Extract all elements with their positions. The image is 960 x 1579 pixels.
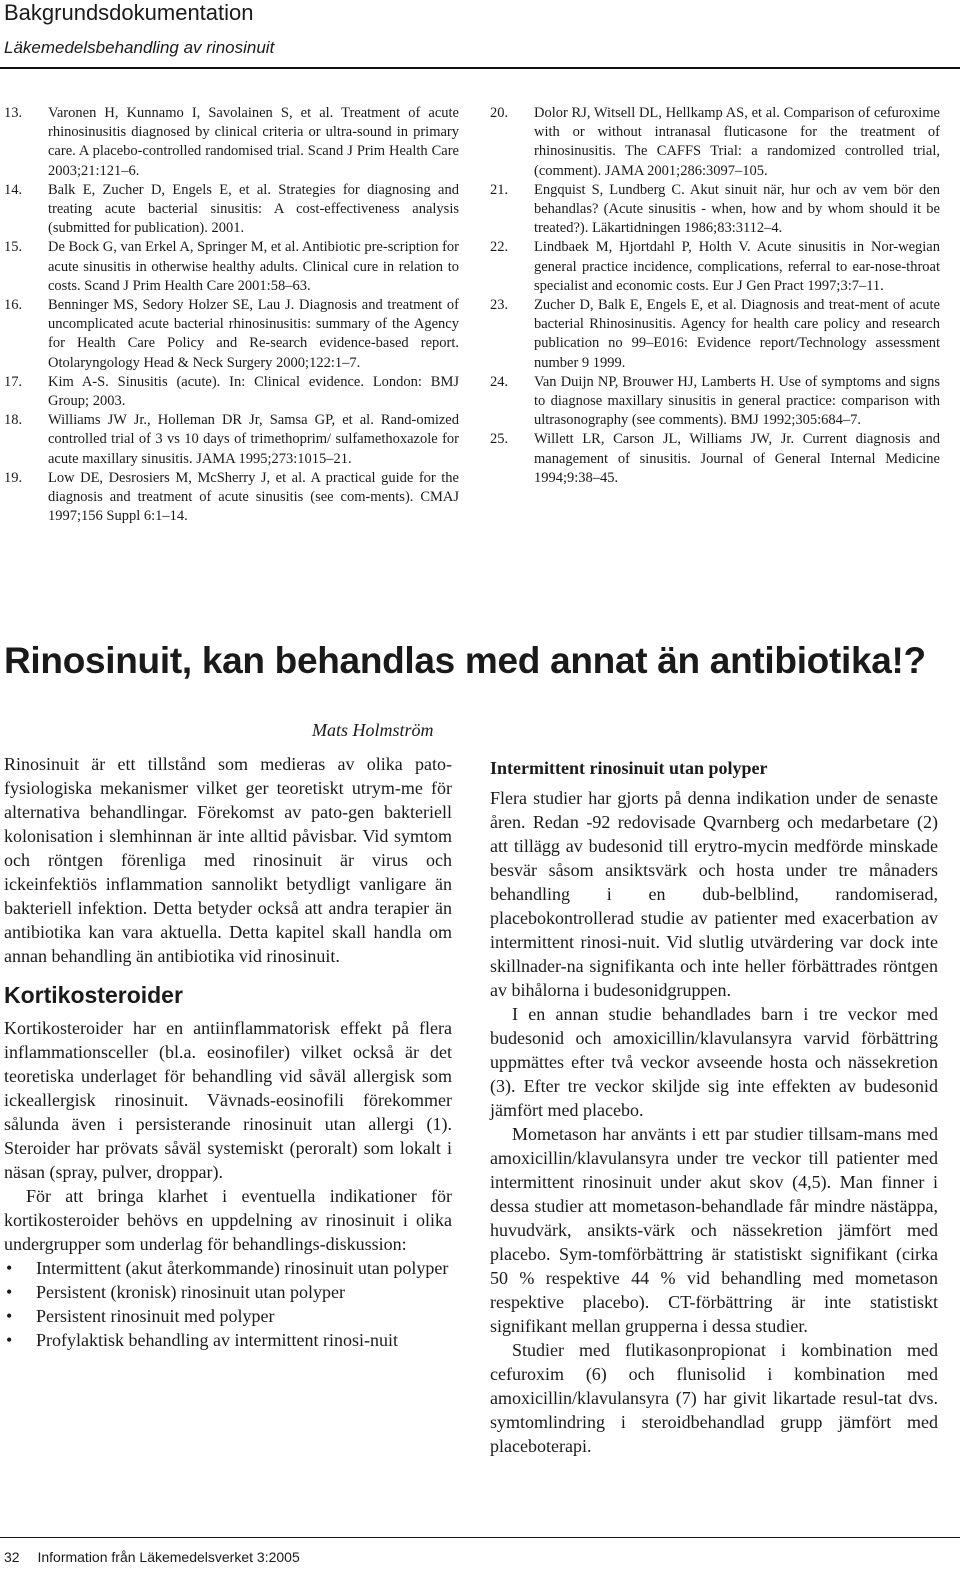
reference-number: 22. <box>490 239 509 256</box>
header-subtitle: Läkemedelsbehandling av rinosinuit <box>4 38 275 57</box>
reference-text: De Bock G, van Erkel A, Springer M, et al. Antibiotic pre-scription for acute sinusitis in otherwise healthy adults. Clinical cure in relation to costs. Scand J Prim Health Care 2001:58–63. <box>48 239 459 294</box>
reference-item <box>4 296 459 373</box>
article-left-column <box>4 752 452 1352</box>
reference-item <box>4 373 459 411</box>
body-paragraph: Kortikosteroider har en antiinflammatorisk effekt på flera inflammationsceller (bl.a. eosinofiler) vilket också är det teoretiska underlaget för behandling vid såväl allergisk som ickeallergisk rinosinuit. Vävnads-eosinofili förekommer sålunda även i persisterande rinosinuit utan allergi (1). Steroider har prövats såväl systemiskt (peroralt) som lokalt i näsan (spray, pulver, droppar). <box>4 1018 452 1182</box>
reference-item <box>4 469 459 527</box>
list-item <box>4 1256 452 1280</box>
reference-number: 15. <box>4 239 23 256</box>
references-left-column <box>4 104 459 526</box>
reference-number: 16. <box>4 297 23 314</box>
list-item-text: Persistent (kronisk) rinosinuit utan polyper <box>36 1282 345 1302</box>
intro-paragraph: Rinosinuit är ett tillstånd som medieras av olika pato-fysiologiska mekanismer vilket ger teoretiskt utrym-me för alternativa behandlingar. Förekomst av pato-gen bakteriell kolonisation i slemhinnan är inte alltid påvisbar. Vid symtom och röntgen förenliga med rinosinuit är virus och ickeinfektiös inflammation sannolikt betydligt vanligare än bakteriell infektion. Detta betyder också att andra terapier än antibiotika kan vara aktuella. Detta kapitel skall handla om annan behandling än antibiotika vid rinosinuit. <box>4 754 452 966</box>
reference-item <box>490 238 940 296</box>
body-paragraph: Flera studier har gjorts på denna indikation under de senaste åren. Redan -92 redovisade Qvarnberg och medarbetare (2) att tillägg av budesonid till erytro-mycin medförde minskade besvär såsom ansiktsvärk och hosta under tre månaders behandling i en dub-belblind, randomiserad, placebokontrollerad studie av patienter med exacerbation av intermittent rinosi-nuit. Vid slutlig utvärdering var dock inte skillnader-na signifikanta och inte heller förbättrades röntgen av bihålorna i budesonidgruppen. <box>490 788 938 1000</box>
list-item <box>4 1280 452 1304</box>
article-right-column <box>490 756 938 1458</box>
reference-number: 20. <box>490 105 509 121</box>
reference-item <box>490 296 940 373</box>
reference-number: 24. <box>490 373 509 390</box>
reference-item <box>490 373 940 431</box>
reference-number: 18. <box>4 412 23 429</box>
list-item <box>4 1328 452 1352</box>
reference-text: Varonen H, Kunnamo I, Savolainen S, et al. Treatment of acute rhinosinusitis diagnosed by clinical criteria or ultra-sound in primary care. A placebo-controlled randomised trial. Scand J Prim Health Care 2003;21:121–6. <box>48 105 459 179</box>
author-name: Mats Holmström <box>312 720 434 740</box>
reference-item <box>490 181 940 239</box>
reference-item <box>490 104 940 181</box>
list-item-text: Intermittent (akut återkommande) rinosinuit utan polyper <box>36 1258 449 1278</box>
body-paragraph: I en annan studie behandlades barn i tre veckor med budesonid och amoxicillin/klavulansyra varvid förbättring uppmättes efter två veckor avseende hosta och nässekretion (3). Efter tre veckor skiljde sig inte effekten av budesonid jämfört med placebo. <box>490 1004 938 1120</box>
list-item-text: Persistent rinosinuit med polyper <box>36 1306 275 1326</box>
body-paragraph: För att bringa klarhet i eventuella indikationer för kortikosteroider behövs en uppdelning av rinosinuit i olika undergrupper som underlag för behandlings-diskussion: <box>4 1186 452 1254</box>
reference-text: Williams JW Jr., Holleman DR Jr, Samsa GP, et al. Rand-omized controlled trial of 3 vs 10 days of trimethoprim/ sulfamethoxazole for acute maxillary sinusitis. JAMA 1995;273:1015–21. <box>48 412 459 467</box>
reference-number: 23. <box>490 297 509 314</box>
reference-text: Kim A-S. Sinusitis (acute). In: Clinical evidence. London: BMJ Group; 2003. <box>48 373 459 410</box>
reference-number: 19. <box>4 469 23 486</box>
reference-text: Engquist S, Lundberg C. Akut sinuit när, hur och av vem bör den behandlas? (Acute sinusitis - when, how and by whom should it be treated?). Läkartidningen 1986;83:3112–4. <box>534 181 940 237</box>
reference-text: Van Duijn NP, Brouwer HJ, Lamberts H. Use of symptoms and signs to diagnose maxillary sinusitis in general practice: comparison with ultrasonography (see comments). BMJ 1992;305:684–7. <box>534 373 940 429</box>
reference-number: 21. <box>490 181 509 198</box>
references-right-column <box>490 104 940 488</box>
subsection-heading: Intermittent rinosinuit utan polyper <box>490 758 768 778</box>
reference-item <box>4 238 459 296</box>
bullet-icon: • <box>6 1330 13 1350</box>
reference-item <box>4 181 459 239</box>
reference-text: Dolor RJ, Witsell DL, Hellkamp AS, et al. Comparison of cefuroxime with or without intranasal fluticasone for the treatment of rhinosinusitis. The CAFFS Trial: a randomized controlled trial,(comment). JAMA 2001;286:3097–105. <box>534 105 940 179</box>
reference-text: Low DE, Desrosiers M, McSherry J, et al. A practical guide for the diagnosis and treatment of acute sinusitis (see com-ments). CMAJ 1997;156 Suppl 6:1–14. <box>48 469 459 525</box>
page-number: 32 <box>4 1549 20 1565</box>
body-paragraph: Studier med flutikasonpropionat i kombination med cefuroxim (6) och flunisolid i kombination med amoxicillin/klavulansyra (7) har givit likartade resul-tat dvs. symtomlindring i steroidbehandlad grupp jämfört med placeboterapi. <box>490 1340 938 1456</box>
reference-number: 13. <box>4 105 23 121</box>
reference-item <box>4 104 459 181</box>
footer-rule <box>0 1537 960 1538</box>
section-heading: Kortikosteroider <box>4 982 183 1008</box>
list-item <box>4 1304 452 1328</box>
reference-item <box>4 411 459 469</box>
bullet-icon: • <box>6 1258 13 1278</box>
reference-text: Willett LR, Carson JL, Williams JW, Jr. Current diagnosis and management of sinusitis. Journal of General Internal Medicine 1994;9:38–45. <box>534 431 940 486</box>
reference-item <box>490 430 940 488</box>
article-title: Rinosinuit, kan behandlas med annat än antibiotika!? <box>4 640 926 681</box>
reference-text: Zucher D, Balk E, Engels E, et al. Diagnosis and treat-ment of acute bacterial Rhinosinusitis. Agency for health care policy and research publication no 99–E016: Evidence report/Technology assessment number 9 1999. <box>534 297 940 371</box>
footer-text: Information från Läkemedelsverket 3:2005 <box>37 1549 300 1565</box>
reference-number: 17. <box>4 373 23 390</box>
bullet-icon: • <box>6 1306 13 1326</box>
subgroup-list <box>4 1256 452 1352</box>
reference-text: Benninger MS, Sedory Holzer SE, Lau J. Diagnosis and treatment of uncomplicated acute bacterial rhinosinusitis: summary of the Agency for Health Care Policy and Re-search evidence-based report. Otolaryngology Head & Neck Surgery 2000;122:1–7. <box>48 297 459 371</box>
header-title: Bakgrundsdokumentation <box>4 0 254 25</box>
bullet-icon: • <box>6 1282 13 1302</box>
reference-text: Lindbaek M, Hjortdahl P, Holth V. Acute sinusitis in Nor-wegian general practice incidence, complications, referral to ear-nose-throat specialist and economic costs. Eur J Gen Pract 1997;3:7–11. <box>534 239 940 294</box>
reference-text: Balk E, Zucher D, Engels E, et al. Strategies for diagnosing and treating acute bacterial sinusitis: A cost-effectiveness analysis (submitted for publication). 2001. <box>48 181 459 237</box>
reference-number: 14. <box>4 181 23 198</box>
body-paragraph: Mometason har använts i ett par studier tillsam-mans med amoxicillin/klavulansyra under tre veckor till patienter med intermittent rinosinuit under akut skov (4,5). Man finner i dessa studier att mometason-behandlade får mindre nästäppa, huvudvärk, ansikts-värk och nässekretion jämfört med placebo. Sym-tomförbättring är statistiskt signifikant (cirka 50 % respektive 44 % vid behandling med mometason respektive placebo). CT-förbättring är inte statistiskt signifikant mellan grupperna i dessa studier. <box>490 1124 938 1336</box>
list-item-text: Profylaktisk behandling av intermittent rinosi-nuit <box>36 1330 398 1350</box>
page-footer <box>4 1549 300 1565</box>
header-rule <box>0 67 960 69</box>
reference-number: 25. <box>490 431 509 448</box>
